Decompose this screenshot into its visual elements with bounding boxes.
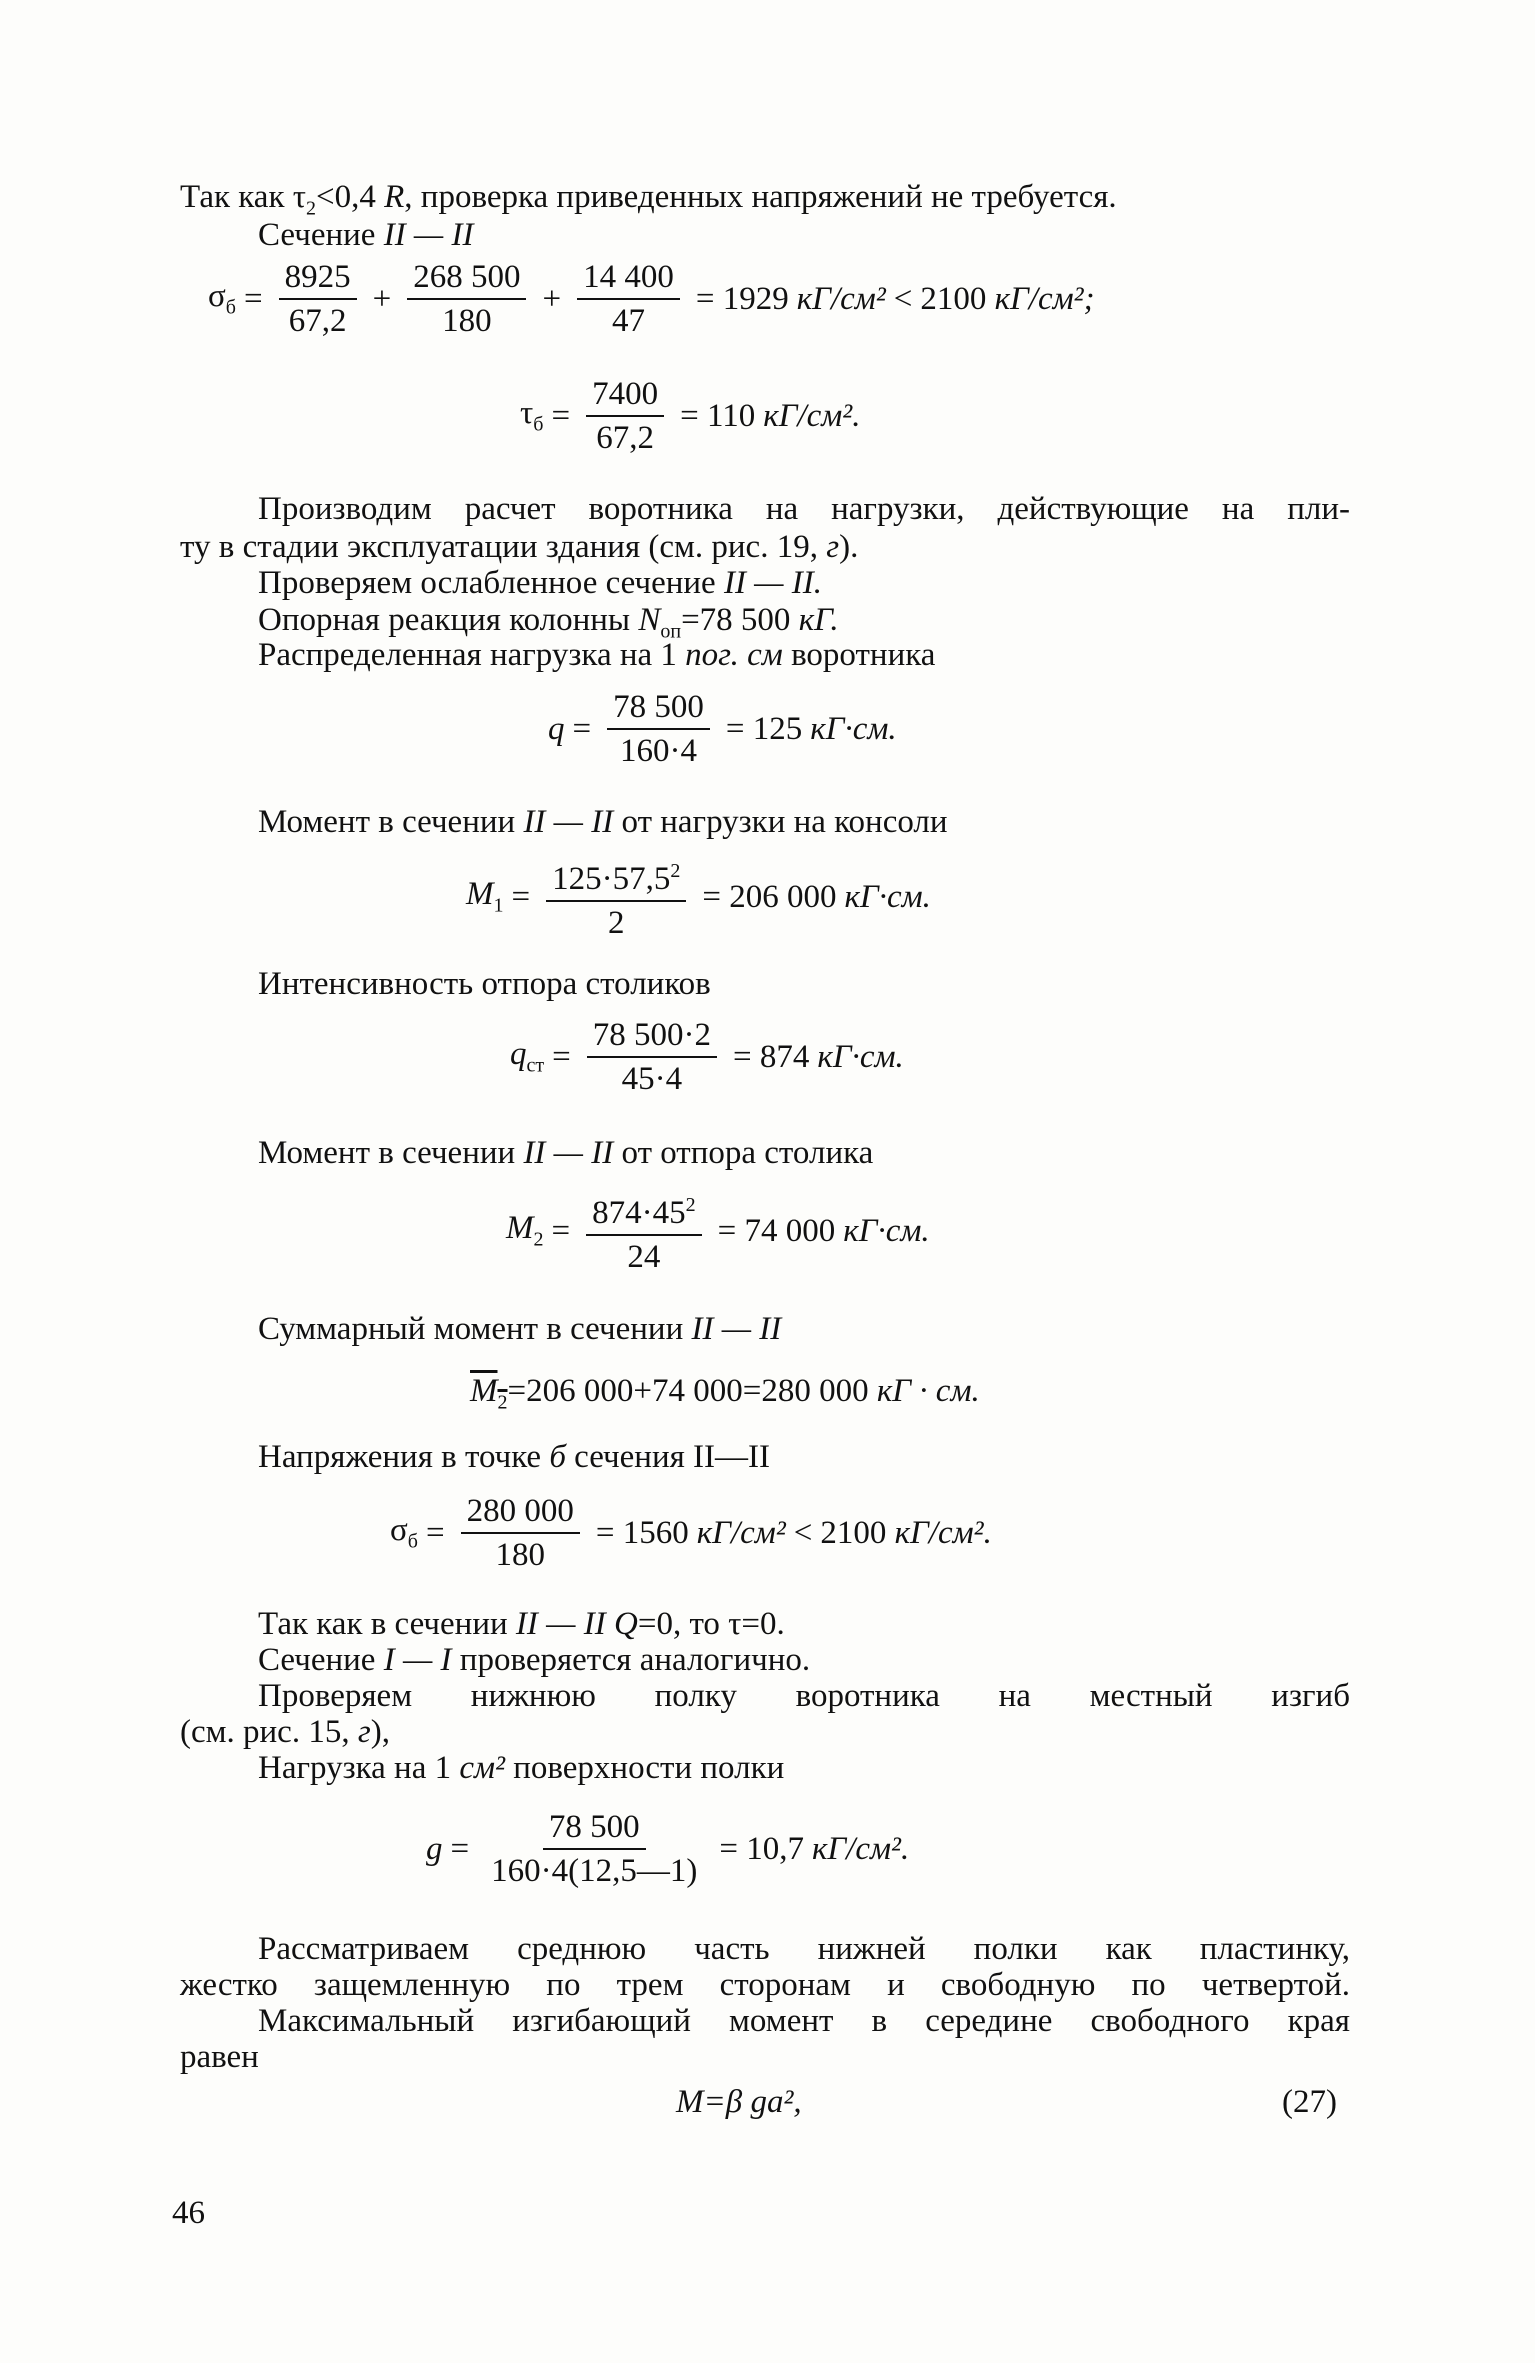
text-line: Суммарный момент в сечении II — II [258,1311,782,1347]
formula: $M_2=206$ 000+74 000=280 000 кГ · см. [470,1373,980,1414]
formula: $\tau_б$ = $\frac{7400}{67,2}$ = 110 кГ/см². [520,376,861,456]
text-line: Сечение II — II [258,217,474,253]
text-line: жестко защемленную по трем сторонам и свободную по четвертой. [180,1967,1350,2003]
text-line: Проверяем нижнюю полку воротника на местный изгиб [258,1678,1350,1714]
text-line: Момент в сечении II — II от нагрузки на консоли [258,804,948,840]
text-line: Распределенная нагрузка на 1 пог. см воротника [258,637,936,673]
text-line: Рассматриваем среднюю часть нижней полки как пластинку, [258,1931,1350,1967]
equation-number: (27) [1282,2084,1337,2120]
formula: g = $\frac{78 500}{160\cdot 4(12,5—1)}$ = 10,7 кГ/см². [426,1809,910,1889]
formula: $M_1$ = $\frac{125\cdot 57,5^2}{2}$ = 206 000 кГ·см. [466,852,931,942]
text-line: Сечение I — I проверяется аналогично. [258,1642,811,1678]
text-line: Максимальный изгибающий момент в середине свободного края [258,2003,1350,2039]
text-line: Так как $\tau_2<0,4$ R, проверка приведенных напряжений не требуется. [180,179,1117,220]
formula: M=β ga², [676,2084,802,2120]
text-line: Интенсивность отпора столиков [258,966,711,1002]
formula: $M_2$ = $\frac{874\cdot 45^2}{24}$ = 74 000 кГ·см. [506,1186,930,1276]
text-line: Опорная реакция колонны $N_{оп}=78$ 500 кГ. [258,602,839,643]
text-line: Напряжения в точке б сечения II—II [258,1439,770,1475]
text-line: Нагрузка на 1 см² поверхности полки [258,1750,785,1786]
text-line: равен [180,2039,259,2075]
text-line: Так как в сечении II — II Q=0, то τ=0. [258,1606,785,1642]
text-line: Производим расчет воротника на нагрузки, действующие на пли- [258,491,1350,527]
formula: $q_{ст}$ = $\frac{78 500\cdot 2}{45\cdot 4}$ = 874 кГ·см. [510,1017,904,1097]
text-line: Проверяем ослабленное сечение II — II. [258,565,823,601]
text-line: Момент в сечении II — II от отпора столика [258,1135,874,1171]
formula: q = $\frac{78 500}{160\cdot 4}$ = 125 кГ·см. [548,689,897,769]
text-line: (см. рис. 15, г), [180,1714,390,1750]
formula: $\sigma_б$ = $\frac{8925}{67,2}$ + $\frac{268 500}{180}$ + $\frac{14 400}{47}$ = 1929 кГ/см² < 2100 кГ/см²; [208,259,1095,339]
formula: $\sigma_б$ = $\frac{280 000}{180}$ = 1560 кГ/см² < 2100 кГ/см². [390,1493,992,1573]
page-number: 46 [172,2195,205,2231]
text-line: ту в стадии эксплуатации здания (см. рис. 19, г). [180,529,859,565]
